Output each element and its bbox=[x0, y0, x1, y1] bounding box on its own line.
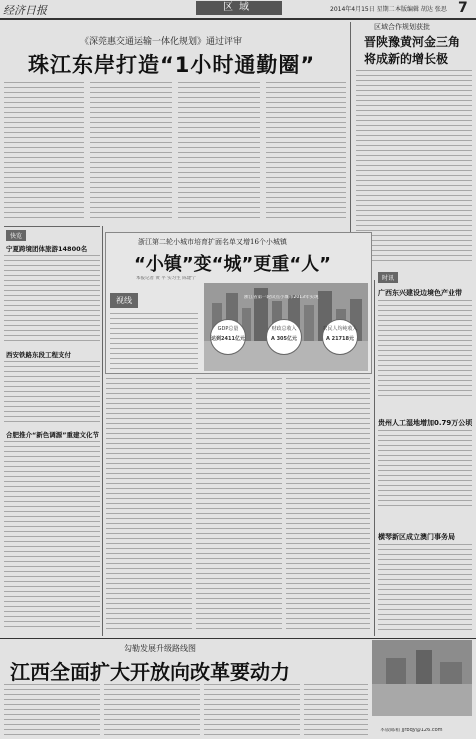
left-col-divider bbox=[102, 226, 103, 636]
feature-body-col1 bbox=[106, 378, 192, 633]
infographic-caption: 浙江省第一轮试点小城市2013年实现 bbox=[244, 295, 319, 300]
lead-kicker: 《深莞惠交通运输一体化规划》通过评审 bbox=[80, 37, 243, 47]
right-top-title-1: 晋陕豫黄河金三角 bbox=[364, 35, 461, 49]
feature-headline: “小镇”变“城”更重“人” bbox=[134, 254, 331, 275]
bottom-body-col4 bbox=[304, 684, 368, 736]
issue-date: 2014年4月15日 星期二 bbox=[330, 6, 395, 13]
left-col-tag: 快览 bbox=[6, 230, 26, 241]
page-number: 7 bbox=[458, 0, 468, 16]
page-editor: 本版编辑 胡达 张思 bbox=[395, 6, 447, 13]
stat-income-value: A 21718元 bbox=[325, 336, 354, 342]
bottom-headline: 江西全面扩大开放向改革要动力 bbox=[10, 660, 290, 684]
left-brief-1-title: 宁夏跨境团体旅游14800名 bbox=[6, 245, 88, 253]
right-brief-1-body bbox=[378, 300, 472, 400]
left-brief-3-title: 合肥推介“新色调源”重建文化节 bbox=[6, 431, 100, 439]
footer-contact: 本版邮箱 jjrbqy@126.com bbox=[380, 728, 443, 733]
bottom-body-col3 bbox=[204, 684, 300, 736]
stat-revenue-value: A 305亿元 bbox=[270, 336, 298, 342]
left-brief-2-title: 西安铁路东段工程支付 bbox=[6, 351, 71, 359]
right-top-body bbox=[356, 70, 472, 262]
stat-gdp-label: GDP总量 bbox=[217, 326, 239, 332]
masthead bbox=[0, 0, 476, 20]
bottom-rule bbox=[0, 638, 476, 639]
right-brief-3-title: 横琴新区成立澳门事务局 bbox=[378, 533, 455, 541]
bottom-kicker: 勾勒发展升级路线图 bbox=[124, 644, 196, 653]
right-col-tag: 时讯 bbox=[378, 272, 398, 283]
left-brief-2-body bbox=[4, 361, 100, 423]
lead-body-col4 bbox=[266, 82, 346, 222]
feature-infographic bbox=[204, 283, 368, 371]
paper-name: 经济日报 bbox=[3, 4, 47, 17]
right-brief-2-body bbox=[378, 430, 472, 510]
lead-body-col2 bbox=[90, 82, 172, 222]
feature-body-col2 bbox=[196, 378, 282, 633]
stat-gdp-value: 达到2411亿元 bbox=[211, 336, 245, 342]
stat-income-label: 农民人均纯收入 bbox=[322, 326, 358, 332]
bottom-body-col2 bbox=[104, 684, 200, 736]
right-brief-3-body bbox=[378, 544, 472, 634]
lead-body-col1 bbox=[4, 82, 84, 222]
feature-box bbox=[105, 232, 372, 374]
left-col-rule bbox=[4, 226, 100, 227]
right-brief-1-title: 广西东兴建设边境色产业带 bbox=[378, 289, 462, 297]
feature-byline: 本报记者 黄 平 实习生 陈建宁 bbox=[136, 276, 196, 281]
feature-body-col3 bbox=[286, 378, 370, 633]
feature-kicker: 浙江第二轮小城市培育扩面名单又增16个小城镇 bbox=[138, 238, 287, 246]
feature-tag: 视线 bbox=[110, 293, 138, 308]
bottom-photo bbox=[372, 640, 472, 716]
right-top-kicker: 区域合作规划获批 bbox=[374, 23, 430, 31]
construction-photo bbox=[372, 640, 472, 716]
section-label: 区域 bbox=[196, 1, 282, 15]
right-brief-2-title: 贵州人工湿地增加0.79万公顷 bbox=[378, 419, 473, 427]
feature-intro-body bbox=[110, 313, 198, 369]
right-col-divider bbox=[374, 280, 375, 636]
bottom-body-col1 bbox=[4, 684, 100, 736]
left-brief-3-body bbox=[4, 441, 100, 631]
lead-body-col3 bbox=[178, 82, 260, 222]
left-brief-1-body bbox=[4, 255, 100, 343]
stat-revenue-label: 财政总收入 bbox=[271, 326, 297, 332]
right-top-title-2: 将成新的增长极 bbox=[364, 52, 449, 66]
lead-headline: 珠江东岸打造“1小时通勤圈” bbox=[28, 53, 316, 77]
